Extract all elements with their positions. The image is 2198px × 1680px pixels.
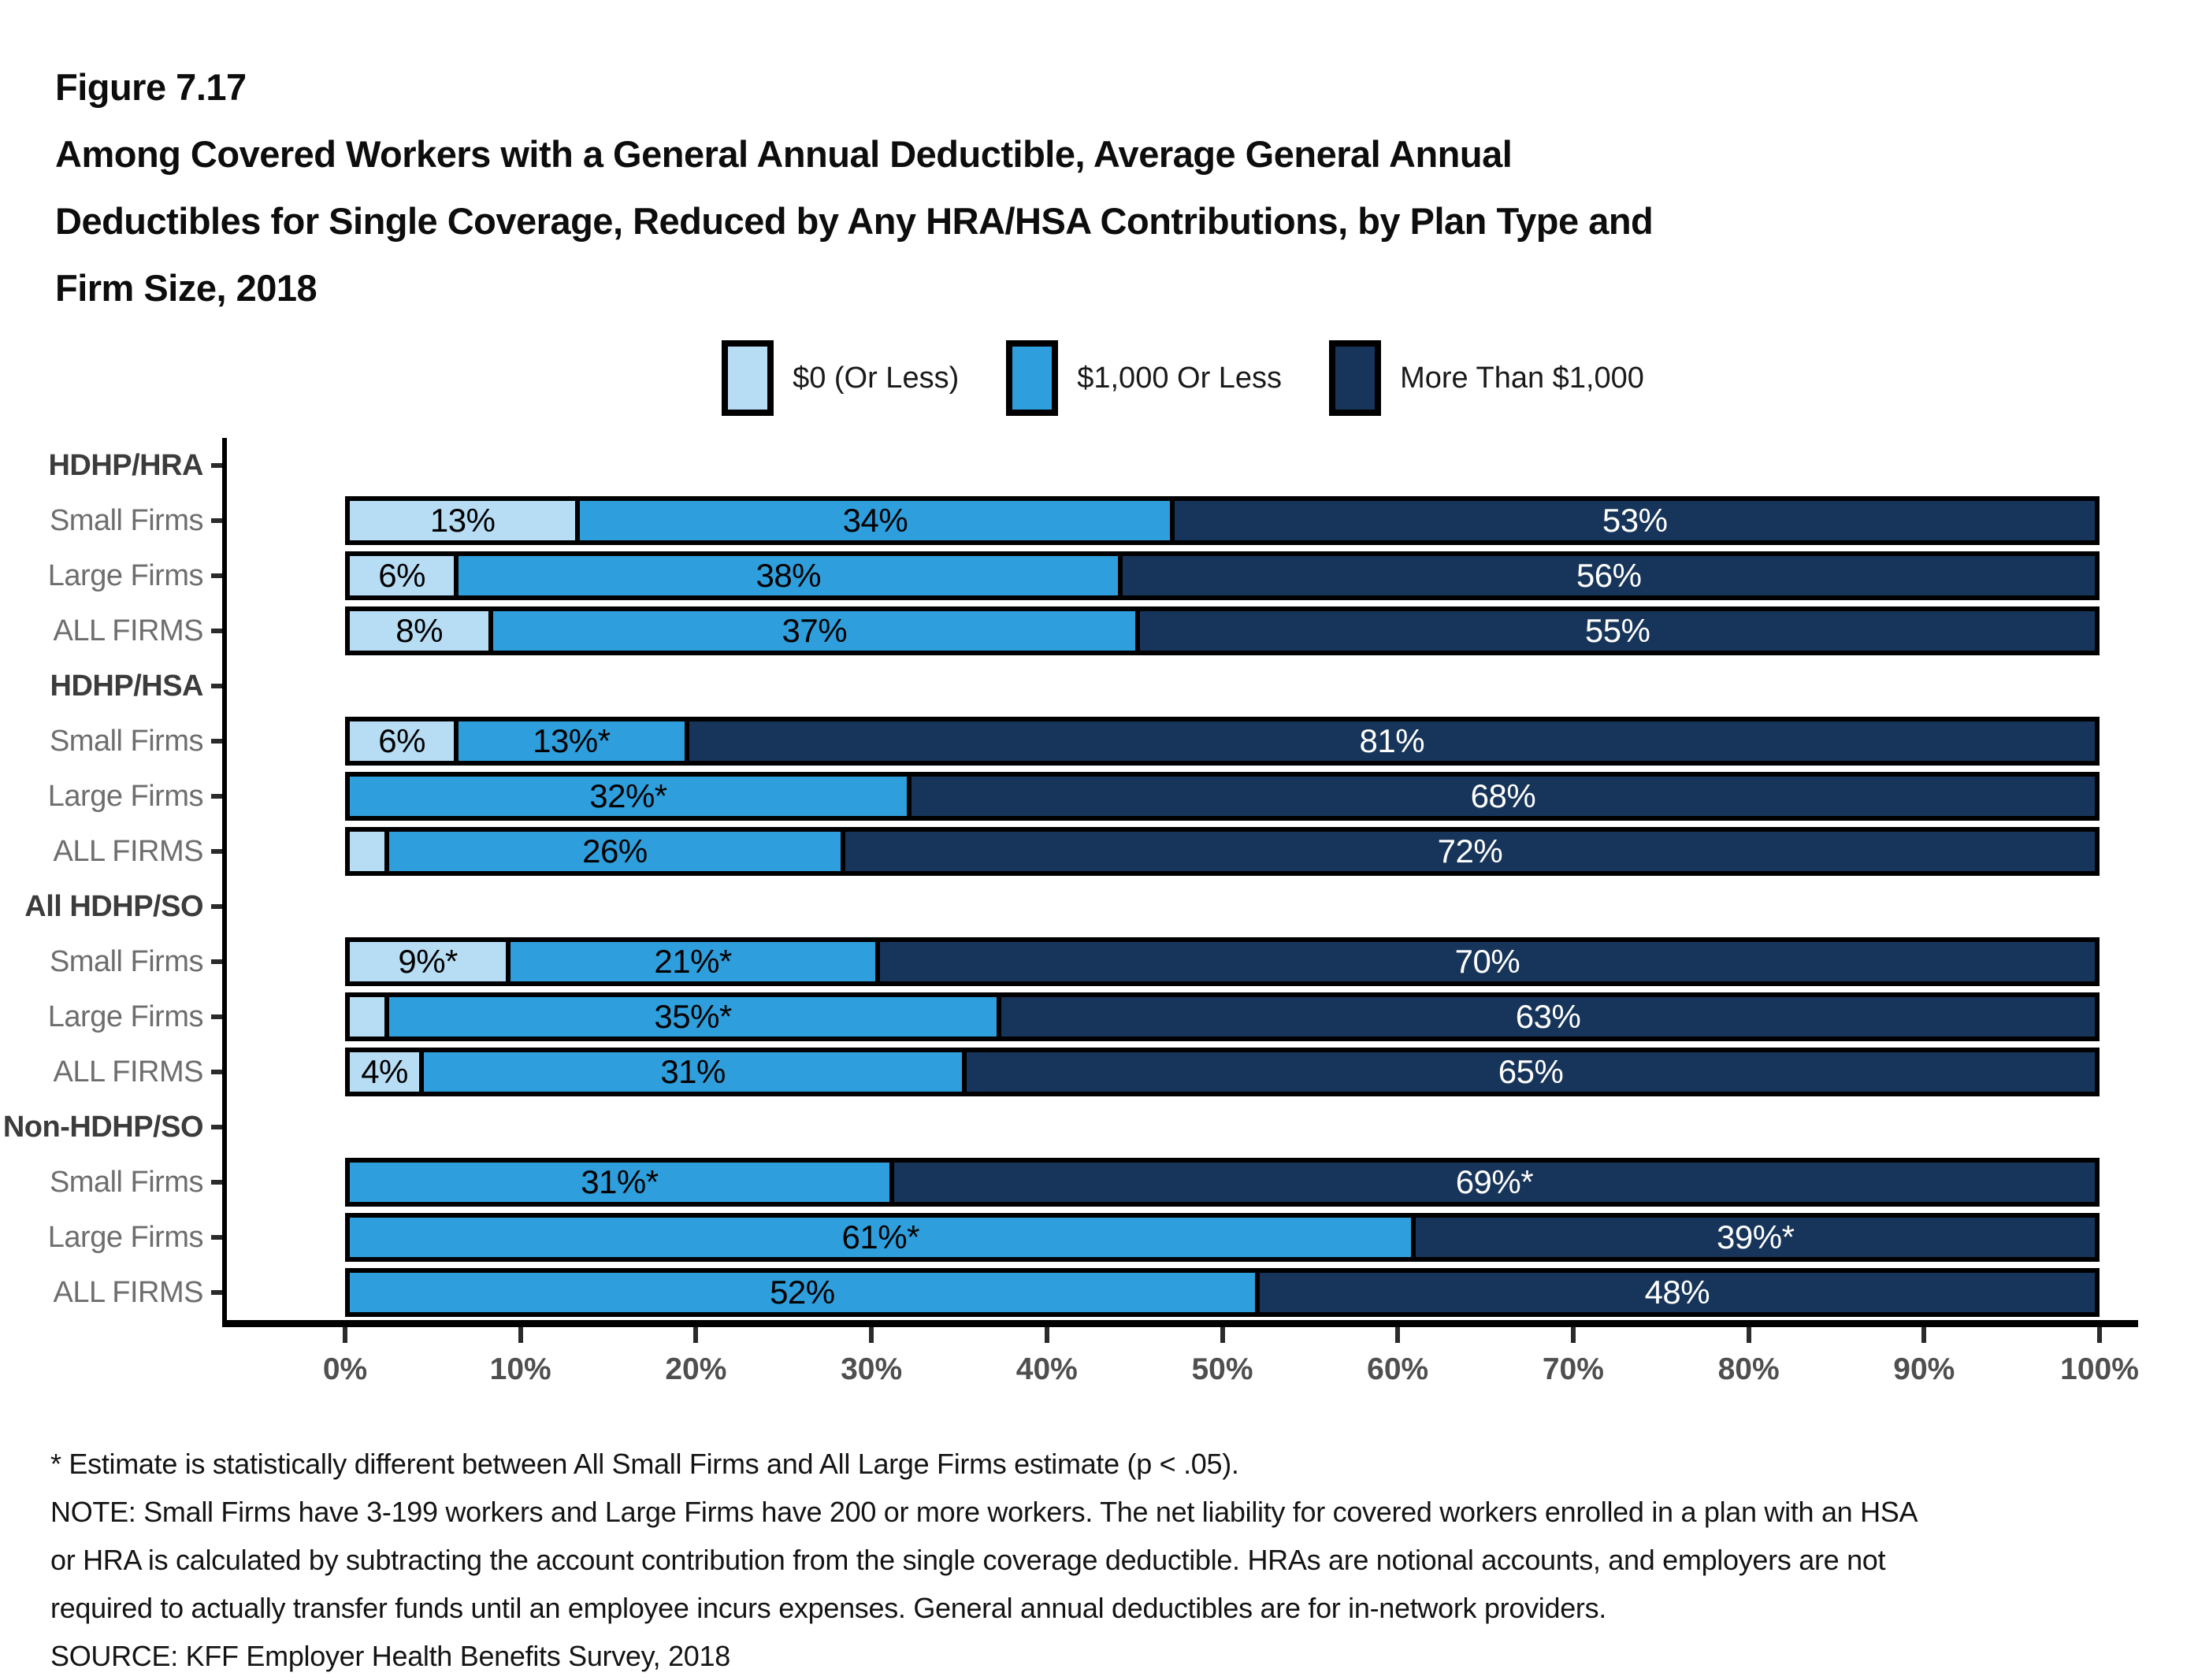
x-tick-mark <box>1921 1327 1926 1343</box>
stacked-bar <box>345 1213 2100 1262</box>
plot-cell <box>227 496 2174 545</box>
y-tick-cell <box>203 1235 227 1240</box>
x-tick-label: 10% <box>489 1352 551 1386</box>
plot-cell <box>227 1048 2174 1096</box>
y-tick-mark <box>211 1125 222 1129</box>
bar-value-label: 39%* <box>1717 1218 1795 1255</box>
bar-row <box>0 548 2174 603</box>
plot-cell <box>227 827 2174 876</box>
x-tick-label: 60% <box>1367 1352 1429 1386</box>
x-tick-mark <box>1045 1327 1049 1343</box>
y-tick-mark <box>211 959 222 964</box>
legend-swatch-icon <box>1329 340 1381 416</box>
bar-value-label: 61%* <box>841 1218 919 1255</box>
footnote-line: * Estimate is statistically different between All Small Firms and All Large Firms estimate (p < .05). <box>50 1448 1239 1480</box>
figure-number: Figure 7.17 <box>55 66 247 108</box>
bar-value-label: 13% <box>429 502 496 539</box>
stacked-bar <box>345 772 2100 821</box>
y-tick-mark <box>211 518 222 523</box>
stacked-bar <box>345 992 2100 1041</box>
x-tick-label: 50% <box>1191 1352 1253 1386</box>
footnote-line: NOTE: Small Firms have 3-199 workers and Large Firms have 200 or more workers. The net liability for covered workers enrolled in a plan with an HSA <box>50 1496 1918 1528</box>
category-label: Large Firms <box>47 558 203 592</box>
category-label: ALL FIRMS <box>53 834 203 868</box>
y-tick-cell <box>203 1125 227 1129</box>
plot-cell <box>227 772 2174 821</box>
bar-segment <box>962 1048 2100 1096</box>
bar-segment <box>1135 606 2100 655</box>
y-tick-mark <box>211 684 222 688</box>
bar-value-label: 37% <box>782 612 848 649</box>
group-heading-label: Non-HDHP/SO <box>2 1110 203 1144</box>
plot-cell <box>227 1213 2174 1262</box>
x-tick-label: 70% <box>1542 1352 1604 1386</box>
x-tick-mark <box>343 1327 347 1343</box>
legend-swatch-icon <box>1006 340 1058 416</box>
bar-value-label: 70% <box>1454 943 1520 980</box>
bar-value-label: 35%* <box>654 998 732 1035</box>
bar-segment <box>345 992 389 1041</box>
category-label: Large Firms <box>47 1220 203 1254</box>
group-heading-label: All HDHP/SO <box>24 889 203 923</box>
x-tick-mark <box>1571 1327 1576 1343</box>
legend <box>227 337 2139 419</box>
bar-value-label: 68% <box>1470 777 1536 814</box>
stacked-bar <box>345 496 2100 545</box>
x-tick-mark <box>1220 1327 1225 1343</box>
bar-segment <box>384 827 845 876</box>
x-tick-mark <box>693 1327 698 1343</box>
bar-value-label: 63% <box>1515 998 1581 1035</box>
plot-cell <box>227 1158 2174 1207</box>
group-heading-row <box>0 658 2174 714</box>
stacked-bar <box>345 1048 2100 1096</box>
bar-row <box>0 934 2174 989</box>
category-label: ALL FIRMS <box>53 1275 203 1309</box>
figure-title-line-2: Deductibles for Single Coverage, Reduced by Any HRA/HSA Contributions, by Plan Type and <box>55 200 1654 242</box>
y-tick-cell <box>203 1014 227 1019</box>
y-tick-cell <box>203 794 227 799</box>
y-tick-mark <box>211 463 222 468</box>
y-tick-mark <box>211 1070 222 1074</box>
category-label: ALL FIRMS <box>53 614 203 647</box>
x-tick-label: 80% <box>1717 1352 1780 1386</box>
footnote-line: SOURCE: KFF Employer Health Benefits Survey, 2018 <box>50 1640 730 1672</box>
x-tick-label: 20% <box>665 1352 727 1386</box>
plot-cell <box>227 1103 2174 1152</box>
bar-value-label: 34% <box>842 502 908 539</box>
y-tick-mark <box>211 1235 222 1240</box>
bar-row <box>0 1155 2174 1210</box>
bar-segment <box>907 772 2100 821</box>
bar-segment <box>345 1048 424 1096</box>
stacked-bar-chart <box>0 438 2198 1422</box>
bar-value-label: 9%* <box>398 943 458 980</box>
bar-segment <box>345 496 580 545</box>
plot-cell <box>227 937 2174 986</box>
stacked-bar <box>345 1268 2100 1317</box>
bar-segment <box>841 827 2100 876</box>
stacked-bar <box>345 717 2100 766</box>
bar-row <box>0 824 2174 879</box>
title-block <box>55 54 2103 321</box>
bar-segment <box>1411 1213 2100 1262</box>
bar-value-label: 32%* <box>589 777 667 814</box>
y-tick-cell <box>203 629 227 633</box>
category-label: ALL FIRMS <box>53 1055 203 1088</box>
bar-value-label: 69%* <box>1455 1163 1534 1200</box>
y-tick-cell <box>203 849 227 854</box>
bar-value-label: 48% <box>1644 1274 1710 1311</box>
plot-cell <box>227 992 2174 1041</box>
bar-segment <box>997 992 2100 1041</box>
category-label: Small Firms <box>49 503 203 537</box>
bar-segment <box>488 606 1140 655</box>
stacked-bar <box>345 937 2100 986</box>
footnote-line: required to actually transfer funds until an employee incurs expenses. General annual deductibles are for in-network providers. <box>50 1592 1607 1624</box>
x-tick-mark <box>869 1327 874 1343</box>
bar-segment <box>345 717 459 766</box>
group-heading-row <box>0 438 2174 493</box>
bar-segment <box>419 1048 967 1096</box>
legend-label: More Than $1,000 <box>1400 361 1644 395</box>
bar-segment <box>1170 496 2100 545</box>
bar-segment <box>345 827 389 876</box>
y-tick-cell <box>203 904 227 909</box>
x-axis-line <box>222 1320 2138 1327</box>
x-tick-label: 100% <box>2060 1352 2139 1386</box>
bar-value-label: 56% <box>1576 557 1642 594</box>
bar-value-label: 31% <box>660 1053 726 1090</box>
bar-row <box>0 603 2174 658</box>
bar-value-label: 6% <box>378 557 425 594</box>
plot-cell <box>227 662 2174 710</box>
bar-value-label: 53% <box>1602 502 1668 539</box>
bar-segment <box>454 717 689 766</box>
x-tick-label: 0% <box>322 1352 368 1386</box>
legend-item <box>722 340 959 416</box>
y-tick-mark <box>211 739 222 744</box>
bar-value-label: 52% <box>770 1274 835 1311</box>
y-tick-cell <box>203 959 227 964</box>
figure-title-line-3: Firm Size, 2018 <box>55 267 317 309</box>
bar-segment <box>345 937 511 986</box>
y-tick-mark <box>211 849 222 854</box>
footnote-line: or HRA is calculated by subtracting the account contribution from the single coverage deductible. HRAs are notional accounts, and employers are not <box>50 1544 1886 1576</box>
plot-cell <box>227 441 2174 490</box>
category-label: Large Firms <box>47 779 203 813</box>
y-tick-cell <box>203 739 227 744</box>
bar-value-label: 4% <box>361 1053 408 1090</box>
bar-segment <box>685 717 2100 766</box>
y-tick-mark <box>211 794 222 799</box>
category-label: Small Firms <box>49 724 203 758</box>
y-tick-mark <box>211 1290 222 1295</box>
bar-segment <box>575 496 1175 545</box>
bar-row <box>0 769 2174 824</box>
bar-segment <box>889 1158 2100 1207</box>
bar-segment <box>345 1213 1416 1262</box>
bar-value-label: 13%* <box>533 722 611 759</box>
legend-item <box>1329 340 1644 416</box>
plot-cell <box>227 551 2174 600</box>
stacked-bar <box>345 827 2100 876</box>
footnotes <box>50 1440 2146 1680</box>
legend-label: $1,000 Or Less <box>1077 361 1283 395</box>
group-heading-label: HDHP/HSA <box>50 669 203 703</box>
legend-label: $0 (Or Less) <box>793 361 960 395</box>
group-heading-row <box>0 1100 2174 1155</box>
plot-cell <box>227 882 2174 931</box>
bar-segment <box>345 1268 1260 1317</box>
y-tick-mark <box>211 904 222 909</box>
bar-row <box>0 989 2174 1044</box>
bar-segment <box>875 937 2100 986</box>
legend-item <box>1006 340 1282 416</box>
bar-row <box>0 1210 2174 1265</box>
bar-segment <box>1118 551 2100 600</box>
bar-value-label: 31%* <box>581 1163 659 1200</box>
x-tick-label: 40% <box>1015 1352 1078 1386</box>
category-label: Small Firms <box>49 1165 203 1199</box>
bar-row <box>0 1044 2174 1100</box>
figure-title-line-1: Among Covered Workers with a General Annual Deductible, Average General Annual <box>55 133 1513 175</box>
bar-segment <box>1255 1268 2100 1317</box>
bar-value-label: 55% <box>1584 612 1650 649</box>
bar-value-label: 72% <box>1437 833 1503 870</box>
bar-segment <box>345 551 459 600</box>
bar-segment <box>345 1158 894 1207</box>
x-tick-mark <box>1747 1327 1751 1343</box>
plot-cell <box>227 1268 2174 1317</box>
bar-value-label: 81% <box>1359 722 1425 759</box>
bar-segment <box>384 992 1001 1041</box>
y-tick-mark <box>211 1180 222 1185</box>
bar-segment <box>506 937 880 986</box>
bar-value-label: 8% <box>395 612 443 649</box>
x-tick-mark <box>2097 1327 2102 1343</box>
bar-value-label: 26% <box>582 833 648 870</box>
plot-cell <box>227 717 2174 766</box>
stacked-bar <box>345 606 2100 655</box>
stacked-bar <box>345 1158 2100 1207</box>
y-tick-cell <box>203 1180 227 1185</box>
bar-segment <box>345 606 493 655</box>
bar-value-label: 65% <box>1498 1053 1564 1090</box>
x-tick-label: 90% <box>1893 1352 1955 1386</box>
y-tick-cell <box>203 1290 227 1295</box>
x-tick-mark <box>1395 1327 1400 1343</box>
plot-cell <box>227 606 2174 655</box>
stacked-bar <box>345 551 2100 600</box>
y-tick-cell <box>203 684 227 688</box>
x-tick-mark <box>518 1327 523 1343</box>
y-tick-cell <box>203 518 227 523</box>
chart-rows <box>0 438 2174 1320</box>
y-tick-mark <box>211 1014 222 1019</box>
legend-swatch-icon <box>722 340 774 416</box>
group-heading-row <box>0 879 2174 934</box>
y-tick-mark <box>211 573 222 578</box>
bar-value-label: 38% <box>756 557 822 594</box>
y-tick-cell <box>203 1070 227 1074</box>
bar-segment <box>345 772 912 821</box>
bar-value-label: 6% <box>378 722 425 759</box>
x-tick-label: 30% <box>841 1352 903 1386</box>
bar-value-label: 21%* <box>654 943 732 980</box>
bar-row <box>0 493 2174 548</box>
category-label: Large Firms <box>47 999 203 1033</box>
y-tick-mark <box>211 629 222 633</box>
group-heading-label: HDHP/HRA <box>48 448 203 482</box>
bar-row <box>0 1265 2174 1320</box>
y-tick-cell <box>203 573 227 578</box>
bar-row <box>0 714 2174 769</box>
bar-segment <box>454 551 1123 600</box>
y-tick-cell <box>203 463 227 468</box>
category-label: Small Firms <box>49 944 203 978</box>
